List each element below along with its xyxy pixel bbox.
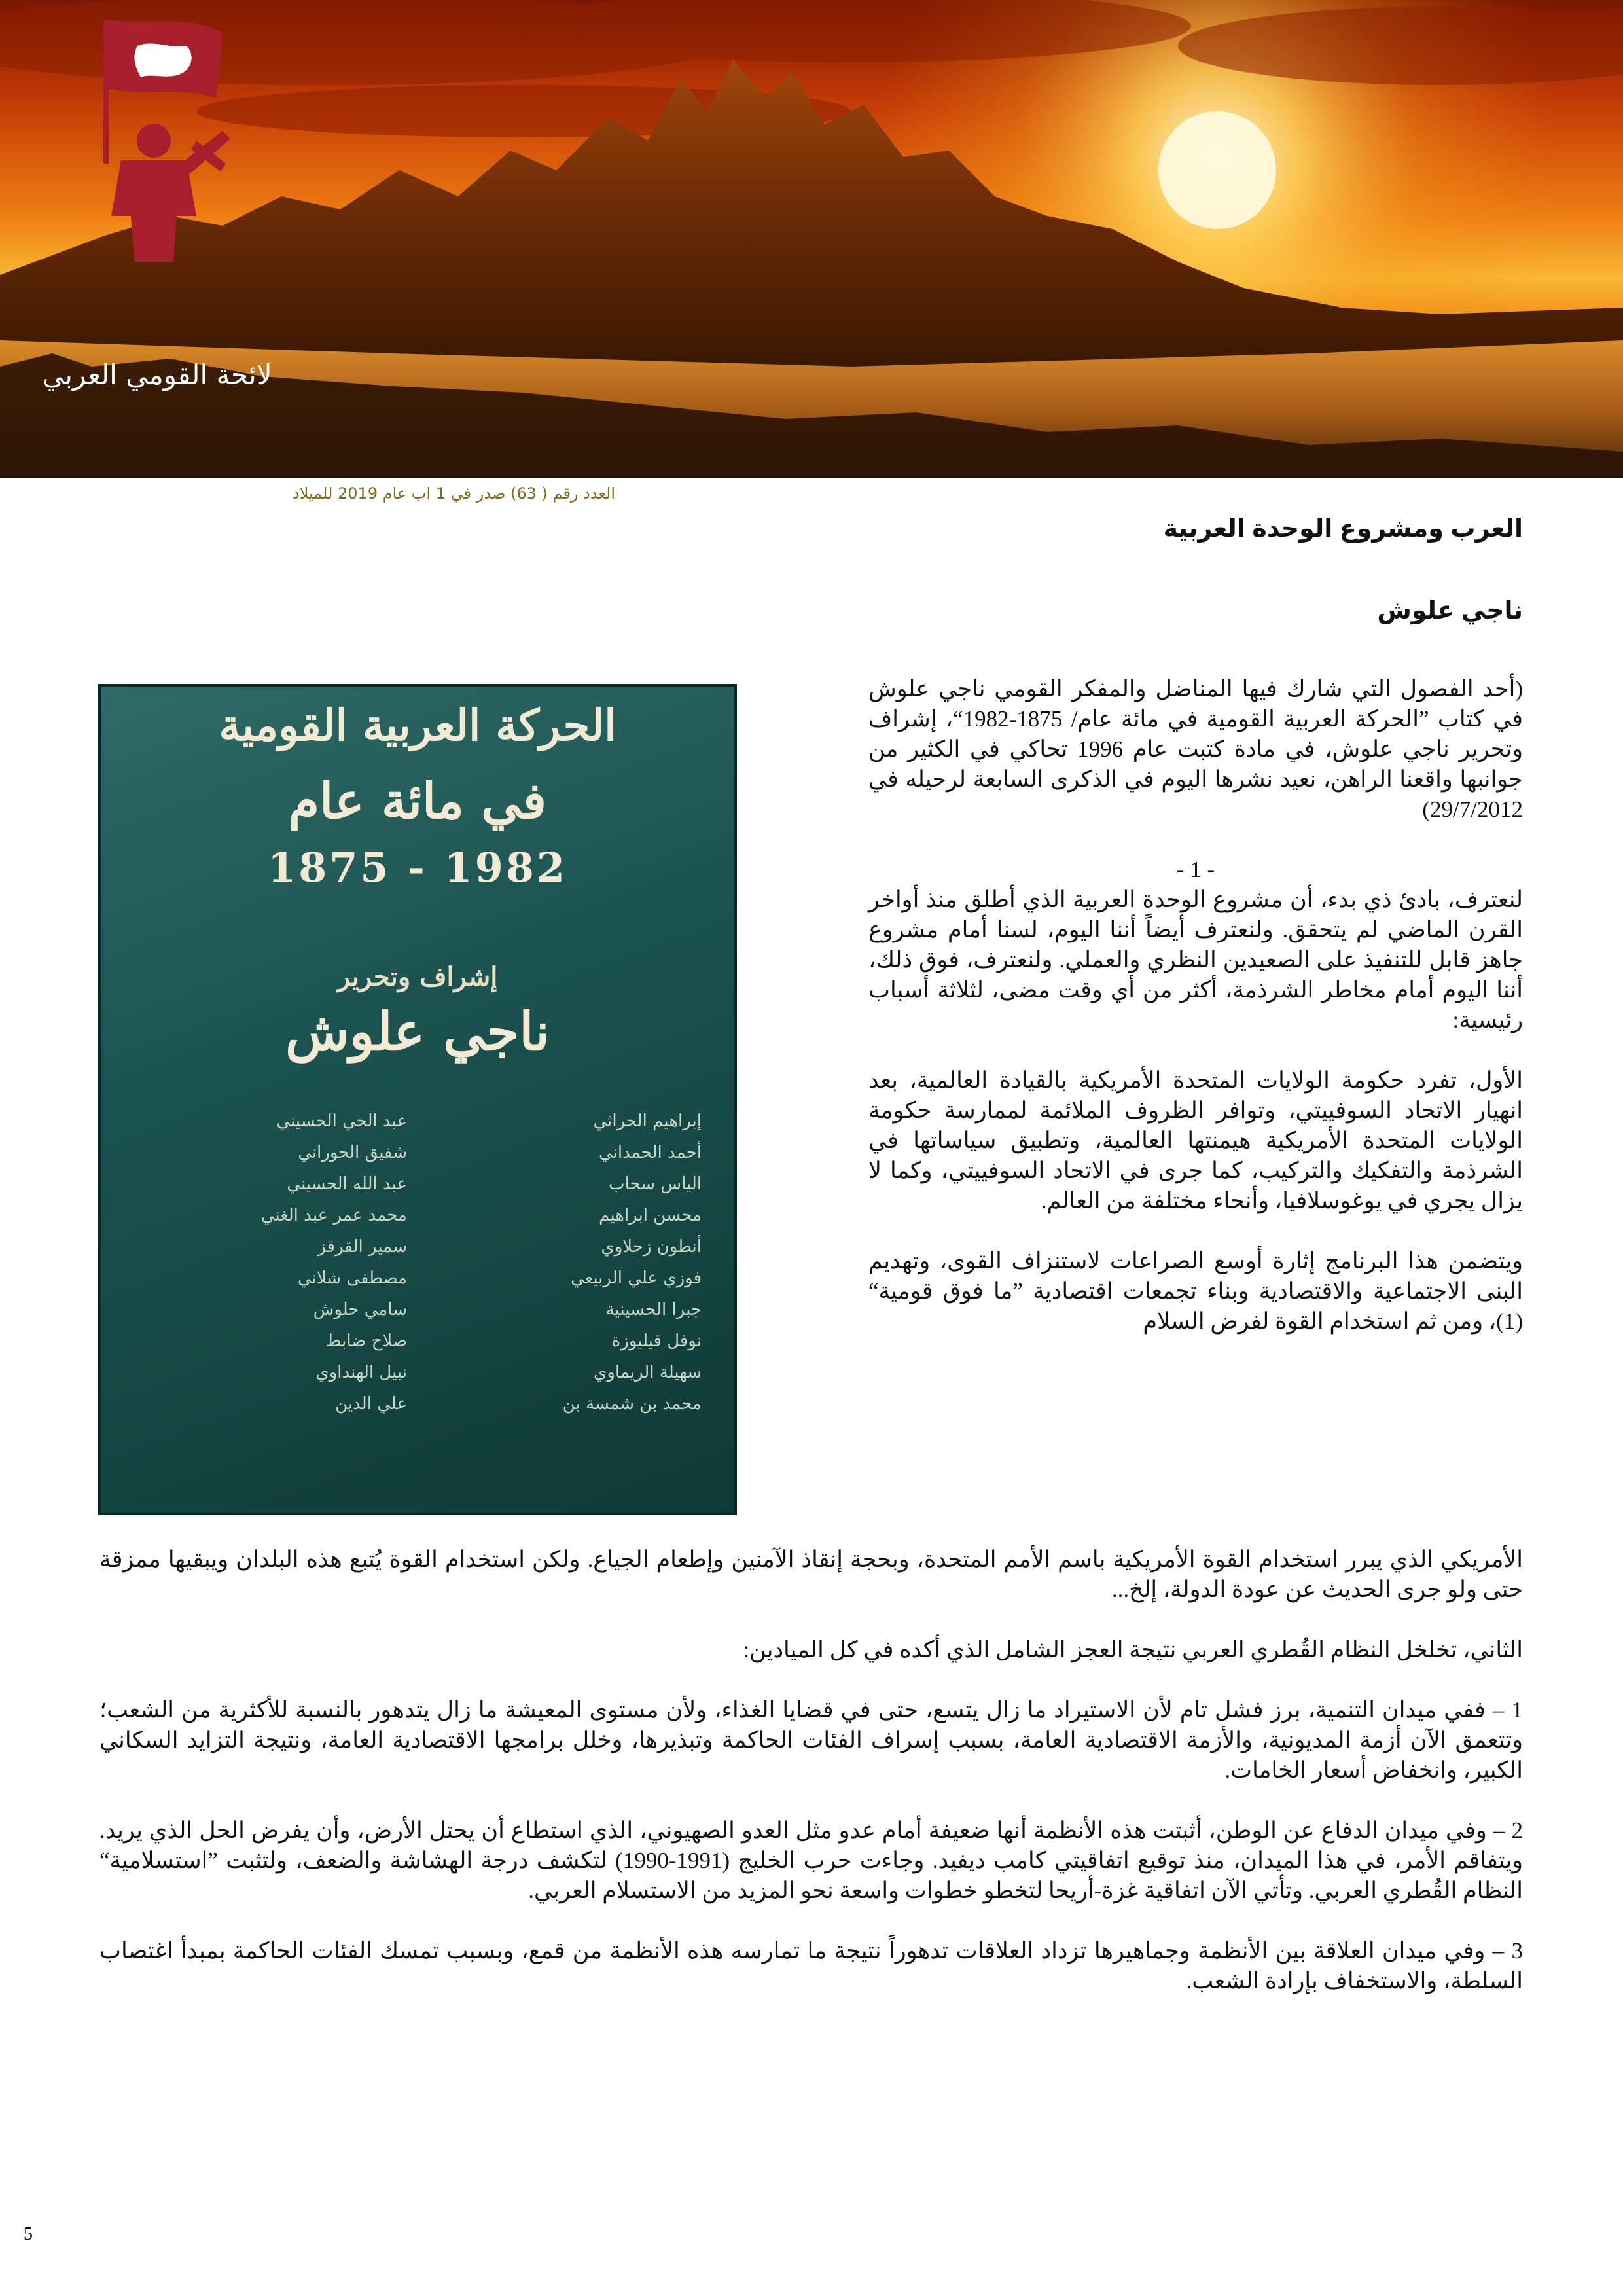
contributor-name: نوفل قيليوزة — [611, 1331, 702, 1351]
logo-caption: لائحة القومي العربي — [42, 359, 272, 391]
contributor-name: عبد الحي الحسيني — [276, 1111, 407, 1131]
book-cover-image — [98, 684, 737, 1515]
logo-emblem-icon — [0, 0, 262, 275]
page-number: 5 — [24, 2224, 33, 2244]
contributor-name: صلاح ضابط — [325, 1331, 407, 1351]
contributor-name: عبد الله الحسيني — [287, 1174, 407, 1194]
cover-years: 1982 - 1875 — [267, 844, 568, 891]
article-title: العرب ومشروع الوحدة العربية — [1163, 515, 1523, 543]
contributor-name: محسن ابراهيم — [599, 1206, 702, 1225]
contributor-name: علي الدين — [335, 1394, 407, 1414]
contributor-name: شفيق الحوراني — [298, 1143, 407, 1162]
contributor-name: جبرا الحسينية — [605, 1300, 702, 1319]
cover-title: الحركة العربية القومية — [219, 700, 616, 751]
section-number: - 1 - — [1176, 857, 1215, 882]
contributor-name: الياس سحاب — [609, 1174, 702, 1194]
issue-info: العدد رقم ( 63) صدر في 1 اب عام 2019 للميلاد — [293, 484, 615, 503]
body-paragraph: لنعترف، بادئ ذي بدء، أن مشروع الوحدة العربية الذي أطلق منذ أواخر القرن الماضي لم يتحقق. ولنعترف أيضاً أننا اليوم، لسنا أمام مشروع جاهز قابل للتنفيذ على الصعيدين النظري والعملي. ولنعترف، فوق ذلك، أننا اليوم أمام مخاطر الشرذمة، أكثر من أي وقت مضى، لثلاثة أسباب رئيسية: — [868, 887, 1523, 1033]
contributor-name: أحمد الحمداني — [599, 1143, 702, 1162]
full-width-text — [99, 1545, 1523, 2026]
contributor-name: إبراهيم الحراثي — [593, 1111, 702, 1131]
contributor-name: مصطفى شلاني — [297, 1268, 407, 1288]
contributor-name: نبيل الهنداوي — [315, 1363, 407, 1382]
body-paragraph: ويتضمن هذا البرنامج إثارة أوسع الصراعات لاستنزاف القوى، وتهديم البنى الاجتماعية والاقتصادية وبناء تجمعات اقتصادية ”ما فوق قومية“ (1)، ومن ثم استخدام القوة لفرض السلام — [868, 1248, 1523, 1334]
body-paragraph: 3 – وفي ميدان العلاقة بين الأنظمة وجماهيرها تزداد العلاقات تدهوراً نتيجة ما تمارسه هذه الأنظمة من قمع، وبسبب تمسك الفئات الحاكمة بمبدأ اغتصاب السلطة، والاستخفاف بإرادة الشعب. — [99, 1938, 1523, 1994]
cover-supervision: إشراف وتحرير — [337, 961, 498, 992]
cover-subtitle: في مائة عام — [289, 772, 546, 830]
article-author: ناجي علوش — [1377, 597, 1523, 624]
contributor-name: محمد بن شمسة بن — [562, 1394, 702, 1414]
header-banner — [0, 0, 1623, 478]
cover-contributors-right — [446, 1105, 702, 1420]
contributor-name: فوزي علي الربيعي — [571, 1268, 702, 1288]
cover-contributors-left — [152, 1105, 407, 1420]
body-paragraph: الثاني، تخلخل النظام القُطري العربي نتيجة العجز الشامل الذي أكده في كل الميادين: — [743, 1637, 1523, 1662]
contributor-name: أنطون زحلاوي — [601, 1237, 702, 1257]
column-text — [868, 674, 1523, 1336]
contributor-name: محمد عمر عبد الغني — [260, 1206, 407, 1225]
body-paragraph: 1 – ففي ميدان التنمية، برز فشل تام لأن الاستيراد ما زال يتسع، حتى في قضايا الغذاء، ولأن مستوى المعيشة ما زال يتدهور بالنسبة للأكثرية من الشعب؛ وتتعمق الآن أزمة المديونية، والأزمة الاقتصادية العامة، بسبب إسراف الفئات الحاكمة وتبذيرها، وخلل برامجها الاقتصادية العامة، ونتيجة التزايد السكاني الكبير، وانخفاض أسعار الخامات. — [99, 1697, 1523, 1783]
contributor-name: سامي حلوش — [313, 1300, 407, 1319]
contributor-name: سمير القرقز — [317, 1237, 407, 1257]
cover-editor: ناجي علوش — [285, 1001, 550, 1062]
sun-glow — [1158, 111, 1276, 229]
body-paragraph: 2 – وفي ميدان الدفاع عن الوطن، أثبتت هذه الأنظمة أنها ضعيفة أمام عدو مثل العدو الصهيوني، الذي استطاع أن يحتل الأرض، وأن يفرض الحل الذي يريد. ويتفاقم الأمر، في هذا الميدان، منذ توقيع اتفاقيتي كامب ديفيد. وجاءت حرب الخليج (1991-1990) لتكشف درجة الهشاشة والضعف، ولتثبت ”استسلامية“ النظام القُطري العربي. وتأتي الآن اتفاقية غزة-أريحا لتخطو خطوات واسعة نحو المزيد من الاستسلام العربي. — [99, 1818, 1523, 1903]
contributor-name: سهيلة الريماوي — [593, 1363, 702, 1382]
body-paragraph: الأمريكي الذي يبرر استخدام القوة الأمريكية باسم الأمم المتحدة، وبحجة إنقاذ الآمنين وإطعام الجياع. ولكن استخدام القوة يُتبع هذه البلدان ويبقيها ممزقة حتى ولو جرى الحديث عن عودة الدولة، إلخ... — [99, 1547, 1523, 1602]
body-paragraph: الأول، تفرد حكومة الولايات المتحدة الأمريكية بالقيادة العالمية، بعد انهيار الاتحاد السوفييتي، وتوافر الظروف الملائمة لممارسة حكومة الولايات المتحدة الأمريكية هيمنتها العالمية، وتطبيق سياساتها في الشرذمة والتفكيك والتركيب، كما جرى في الاتحاد السوفييتي، وكما لا يزال يجري في يوغوسلافيا، وأنحاء مختلفة من العالم. — [868, 1067, 1523, 1213]
intro-paragraph: (أحد الفصول التي شارك فيها المناضل والمفكر القومي ناجي علوش في كتاب ”الحركة العربية القومية في مائة عام/ 1875-1982“، إشراف وتحرير ناجي علوش، في مادة كتبت عام 1996 تحاكي في الكثير من جوانبها واقعنا الراهن، نعيد نشرها اليوم في الذكرى السابعة لرحيله في 29/7/2012) — [868, 676, 1524, 822]
